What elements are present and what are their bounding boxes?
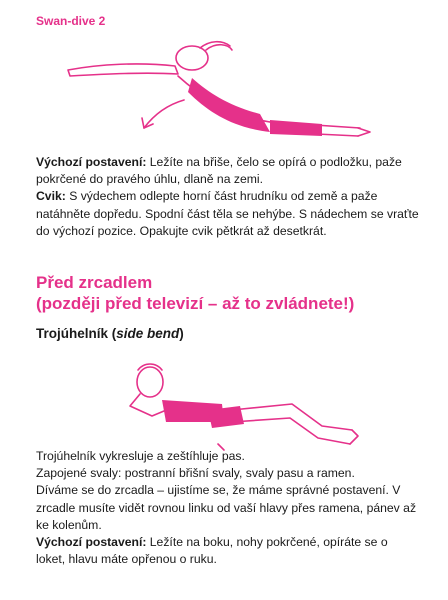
section-title-line2: (později před televizí – až to zvládnete!) [36, 294, 355, 313]
side-bend-description [36, 448, 420, 568]
side-bend-line1: Trojúhelník vykresluje a zeštíhluje pas. [36, 449, 245, 463]
section-title-line1: Před zrcadlem [36, 273, 153, 292]
side-bend-line2: Zapojené svaly: postranní břišní svaly, svaly pasu a ramen. [36, 466, 355, 481]
side-bend-line3: Díváme se do zrcadla – ujistíme se, že máme správné postavení. V zrcadle musíte vidět rovnou linku od vaší hlavy přes ramena, pánev až ke kolenům. [36, 483, 417, 532]
section-title [36, 272, 436, 314]
swan-dive-illustration [60, 36, 380, 146]
heading-suffix: ) [179, 326, 184, 341]
exercise-label: Cvik: [36, 189, 66, 204]
page-label: Swan-dive 2 [36, 14, 106, 28]
swan-dive-description [36, 154, 420, 240]
side-bend-heading [36, 326, 184, 341]
heading-prefix: Trojúhelník ( [36, 326, 117, 341]
start-position-label: Výchozí postavení: [36, 155, 147, 169]
exercise-text: S výdechem odlepte horní část hrudníku od země a paže natáhněte dopředu. Spodní část těla se nehýbe. S nádechem se vraťte do výchozí pozice. Opakujte cvik pětkrát až desetkrát. [36, 189, 419, 238]
start-position-text: Ležíte na břiše, čelo se opírá o podložku, paže pokrčené do pravého úhlu, dlaně na zemi. [36, 155, 402, 187]
side-bend-illustration [122, 360, 362, 458]
side-bend-start-label: Výchozí postavení: [36, 535, 147, 550]
heading-italic: side bend [116, 326, 180, 341]
side-bend-start-text: Ležíte na boku, nohy pokrčené, opíráte se o loket, hlavu máte opřenou o ruku. [36, 535, 388, 567]
